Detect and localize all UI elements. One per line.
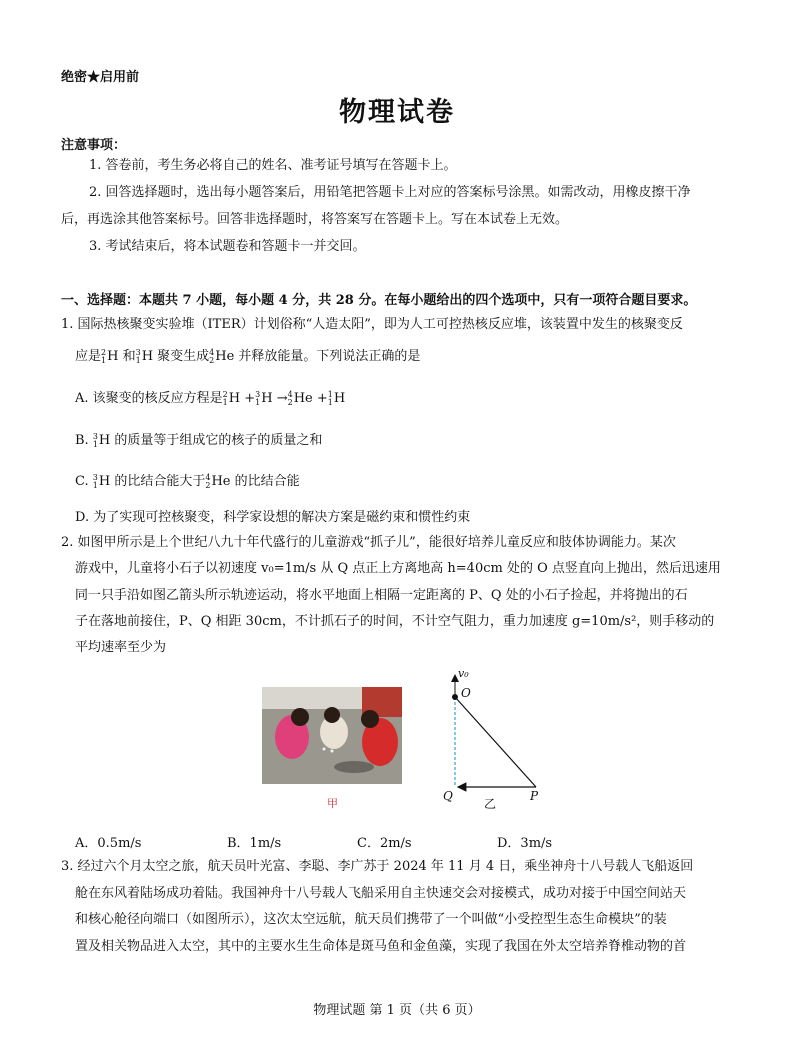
q1-option-c[interactable]: C. 3 1 H 的比结合能大于 4 2 He 的比结合能 bbox=[75, 472, 300, 490]
confidential-mark: 绝密★启用前 bbox=[61, 70, 140, 85]
q2-stem-line4: 子在落地前接住，P、Q 相距 30cm，不计抓石子的时间，不计空气阻力，重力加速度 g=10m/s²，则手移动的 bbox=[75, 614, 715, 629]
diagonal-path bbox=[455, 697, 536, 787]
q2-stem-line2: 游戏中，儿童将小石子以初速度 v₀=1m/s 从 Q 点正上方离地高 h=40cm 处的 O 点竖直向上抛出，然后迅速用 bbox=[75, 561, 721, 576]
exam-title: 物理试卷 bbox=[339, 97, 455, 128]
label-q: Q bbox=[443, 789, 453, 803]
label-p: P bbox=[530, 789, 539, 803]
q1-option-a[interactable]: A. 该聚变的核反应方程是 2 1 H + 3 1 H → 4 2 He + 1 1 H bbox=[75, 389, 346, 407]
q1-option-d[interactable]: D. 为了实现可控核聚变，科学家设想的解决方案是磁约束和惯性约束 bbox=[75, 510, 471, 525]
point-o bbox=[452, 694, 458, 700]
page-footer: 物理试题 第 1 页（共 6 页） bbox=[313, 1003, 481, 1018]
q3-stem-line1: 3. 经过六个月太空之旅，航天员叶光富、李聪、李广苏于 2024 年 11 月 4 日，乘坐神舟十八号载人飞船返回 bbox=[61, 859, 694, 874]
q3-stem-line4: 置及相关物品进入太空，其中的主要水生生命体是斑马鱼和金鱼藻，实现了我国在外太空培养脊椎动物的首 bbox=[75, 939, 687, 954]
q2-option-d[interactable]: D．3m/s bbox=[497, 836, 553, 851]
figure-yi-label: 乙 bbox=[484, 797, 497, 811]
label-o: O bbox=[461, 686, 471, 700]
label-v0: v₀ bbox=[458, 667, 469, 680]
q2-option-b[interactable]: B．1m/s bbox=[227, 836, 282, 851]
children-game-photo bbox=[262, 687, 402, 784]
notice-item-3: 3. 考试结束后，将本试题卷和答题卡一并交回。 bbox=[89, 239, 366, 254]
notice-item-2: 2. 回答选择题时，选出每小题答案后，用铅笔把答题卡上对应的答案标号涂黑。如需改动，用橡皮擦干净 bbox=[89, 185, 691, 200]
notice-item-2-cont: 后，再选涂其他答案标号。回答非选择题时，将答案写在答题卡上。写在本试卷上无效。 bbox=[61, 212, 569, 227]
q1-option-b[interactable]: B. 3 1 H 的质量等于组成它的核子的质量之和 bbox=[75, 431, 323, 449]
q1-stem-line2: 应是 2 1 H 和 3 1 H 聚变生成 4 2 He 并释放能量。下列说法正确的是 bbox=[75, 347, 421, 365]
q1-stem-line1: 1. 国际热核聚变实验堆（ITER）计划俗称“人造太阳”，即为人工可控热核反应堆，该装置中发生的核聚变反 bbox=[61, 317, 683, 332]
q2-option-a[interactable]: A．0.5m/s bbox=[75, 836, 142, 851]
q2-stem-line1: 2. 如图甲所示是上个世纪八九十年代盛行的儿童游戏“抓子儿”，能很好培养儿童反应和肢体协调能力。某次 bbox=[61, 535, 676, 550]
notice-heading: 注意事项： bbox=[61, 138, 127, 153]
q3-stem-line2: 舱在东风着陆场成功着陆。我国神舟十八号载人飞船采用自主快速交会对接模式，成功对接于中国空间站天 bbox=[75, 886, 687, 901]
section-heading: 一、选择题：本题共 7 小题，每小题 4 分，共 28 分。在每小题给出的四个选项中，只有一项符合题目要求。 bbox=[61, 293, 697, 308]
notice-item-1: 1. 答卷前，考生务必将自己的姓名、准考证号填写在答题卡上。 bbox=[89, 158, 457, 173]
q3-stem-line3: 和核心舱径向端口（如图所示），这次太空远航，航天员们携带了一个叫做“小受控型生态生命模块”的装 bbox=[75, 912, 667, 927]
figure-jia-label: 甲 bbox=[327, 797, 338, 810]
q2-stem-line3: 同一只手沿如图乙箭头所示轨迹运动，将水平地面上相隔一定距离的 P、Q 处的小石子捡起，并将抛出的石 bbox=[75, 588, 688, 603]
q2-stem-line5: 平均速率至少为 bbox=[75, 640, 167, 655]
q2-option-c[interactable]: C．2m/s bbox=[357, 836, 412, 851]
